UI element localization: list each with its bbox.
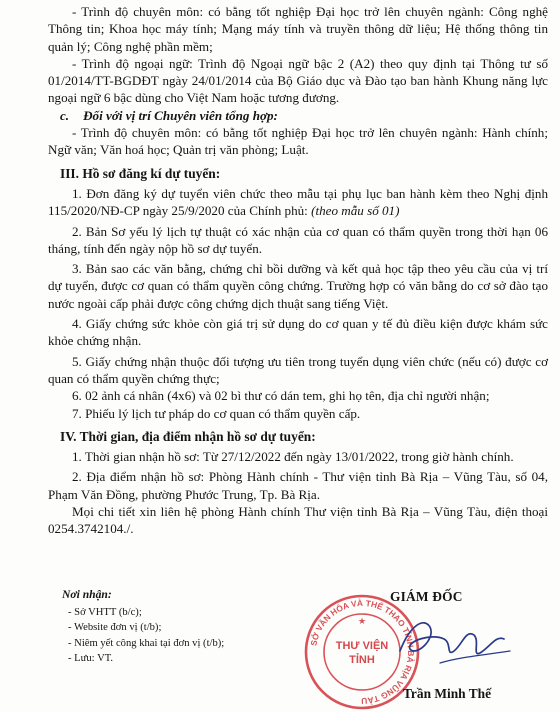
recipient-item: - Website đơn vị (t/b); (68, 622, 162, 633)
paragraph-iii-item6: 6. 02 ảnh cá nhân (4x6) và 02 bì thư có dán tem, ghi họ tên, địa chỉ người nhận; (72, 388, 490, 404)
paragraph-iii-item5: 5. Giấy chứng nhận thuộc đối tượng ưu tiên trong tuyển dụng viên chức (nếu có) được cơ quan có thẩm quyền chứng thực; (48, 353, 548, 386)
iii-item1-note: (theo mẫu số 01) (311, 203, 400, 219)
paragraph-iii-item7: 7. Phiếu lý lịch tư pháp do cơ quan có thẩm quyền cấp. (72, 405, 361, 421)
seal-center-line2: TỈNH (349, 654, 375, 666)
paragraph-iii-item4: 4. Giấy chứng sức khỏe còn giá trị sử dụng do cơ quan y tế đủ điều kiện được khám sức khỏe chứng nhận. (48, 316, 548, 349)
subheading-c (48, 107, 548, 124)
paragraph-iii-item3: 3. Bản sao các văn bằng, chứng chỉ bồi dưỡng và kết quả học tập theo yêu cầu của vị trí dự tuyển, được cơ quan có thẩm quyền công chứng. Trường hợp có văn bằng do cơ sở đào tạo nước ngoài cấp phải được công chứng dịch thuật sang tiếng Việt. (48, 261, 548, 311)
paragraph-iii-item2: 2. Bản Sơ yếu lý lịch tự thuật có xác nhận của cơ quan có thẩm quyền trong thời hạn 06 tháng, tính đến ngày nộp hồ sơ dự tuyển. (48, 223, 548, 256)
signer-title: GIÁM ĐỐC (390, 589, 463, 604)
recipients-block (62, 587, 302, 667)
recipient-item: - Niêm yết công khai tại đơn vị (t/b); (68, 637, 225, 649)
recipients-title: Nơi nhận: (62, 588, 112, 601)
paragraph-iv-contact: Mọi chi tiết xin liên hệ phòng Hành chính Thư viện tỉnh Bà Rịa – Vũng Tàu, điện thoại 0254.3742104./. (48, 504, 548, 537)
paragraph-c-item1: - Trình độ chuyên môn: có bằng tốt nghiệp Đại học trở lên chuyên ngành: Hành chính; Ngữ văn; Văn hoá học; Quản trị văn phòng; Luật. (48, 125, 548, 158)
subheading-c-label: c. (60, 107, 70, 123)
subheading-c-title: Đối với vị trí Chuyên viên tổng hợp: (83, 107, 278, 123)
signature-stroke (400, 623, 504, 654)
recipient-item: - Lưu: VT. (68, 653, 114, 664)
document-body (48, 3, 548, 538)
paragraph-iv-item1: 1. Thời gian nhận hồ sơ: Từ 27/12/2022 đến ngày 13/01/2022, trong giờ hành chính. (72, 449, 514, 465)
paragraph-cb-item2: - Trình độ ngoại ngữ: Trình độ Ngoại ngữ bậc 2 (A2) theo quy định tại Thông tư số 01/2014/TT-BGDĐT ngày 24/01/2014 của Bộ Giáo dục và Đào tạo ban hành Khung năng lực ngoại ngữ 6 bậc dùng cho Việt Nam hoặc tương đương. (48, 55, 548, 106)
seal-center-line1: THƯ VIỆN (335, 640, 389, 652)
paragraph-iv-item2: 2. Địa điểm nhận hồ sơ: Phòng Hành chính - Thư viện tỉnh Bà Rịa – Vũng Tàu, số 04, Phạm Văn Đồng, phường Phước Trung, Tp. Bà Rịa. (48, 469, 548, 502)
handwritten-signature (380, 605, 530, 680)
section-iii-heading: III. Hồ sơ đăng kí dự tuyển: (60, 165, 221, 181)
section-iv-heading: IV. Thời gian, địa điểm nhận hồ sơ dự tuyển: (60, 428, 316, 444)
paragraph-cb-item1: - Trình độ chuyên môn: có bằng tốt nghiệp Đại học trở lên chuyên ngành: Công nghệ Thông tin; Khoa học máy tính; Mạng máy tính và truyền thông dữ liệu; Hệ thống thông tin quản lý; Công nghệ phần mềm; (48, 4, 548, 54)
seal-ring-text: SỞ VĂN HÓA VÀ THỂ THAO TỈNH BÀ RỊA VŨNG TÀU (308, 597, 417, 707)
recipient-item: - Sở VHTT (b/c); (68, 606, 142, 618)
seal-star-icon: ★ (357, 617, 367, 627)
paragraph-iii-item1 (48, 185, 548, 220)
signer-name: Trần Minh Thế (403, 686, 492, 701)
iii-item1-text: 1. Đơn đăng ký dự tuyển viên chức theo mẫu tại phụ lục ban hành kèm theo Nghị định 115/2020/NĐ-CP ngày 25/9/2020 của Chính phủ: (48, 185, 548, 219)
